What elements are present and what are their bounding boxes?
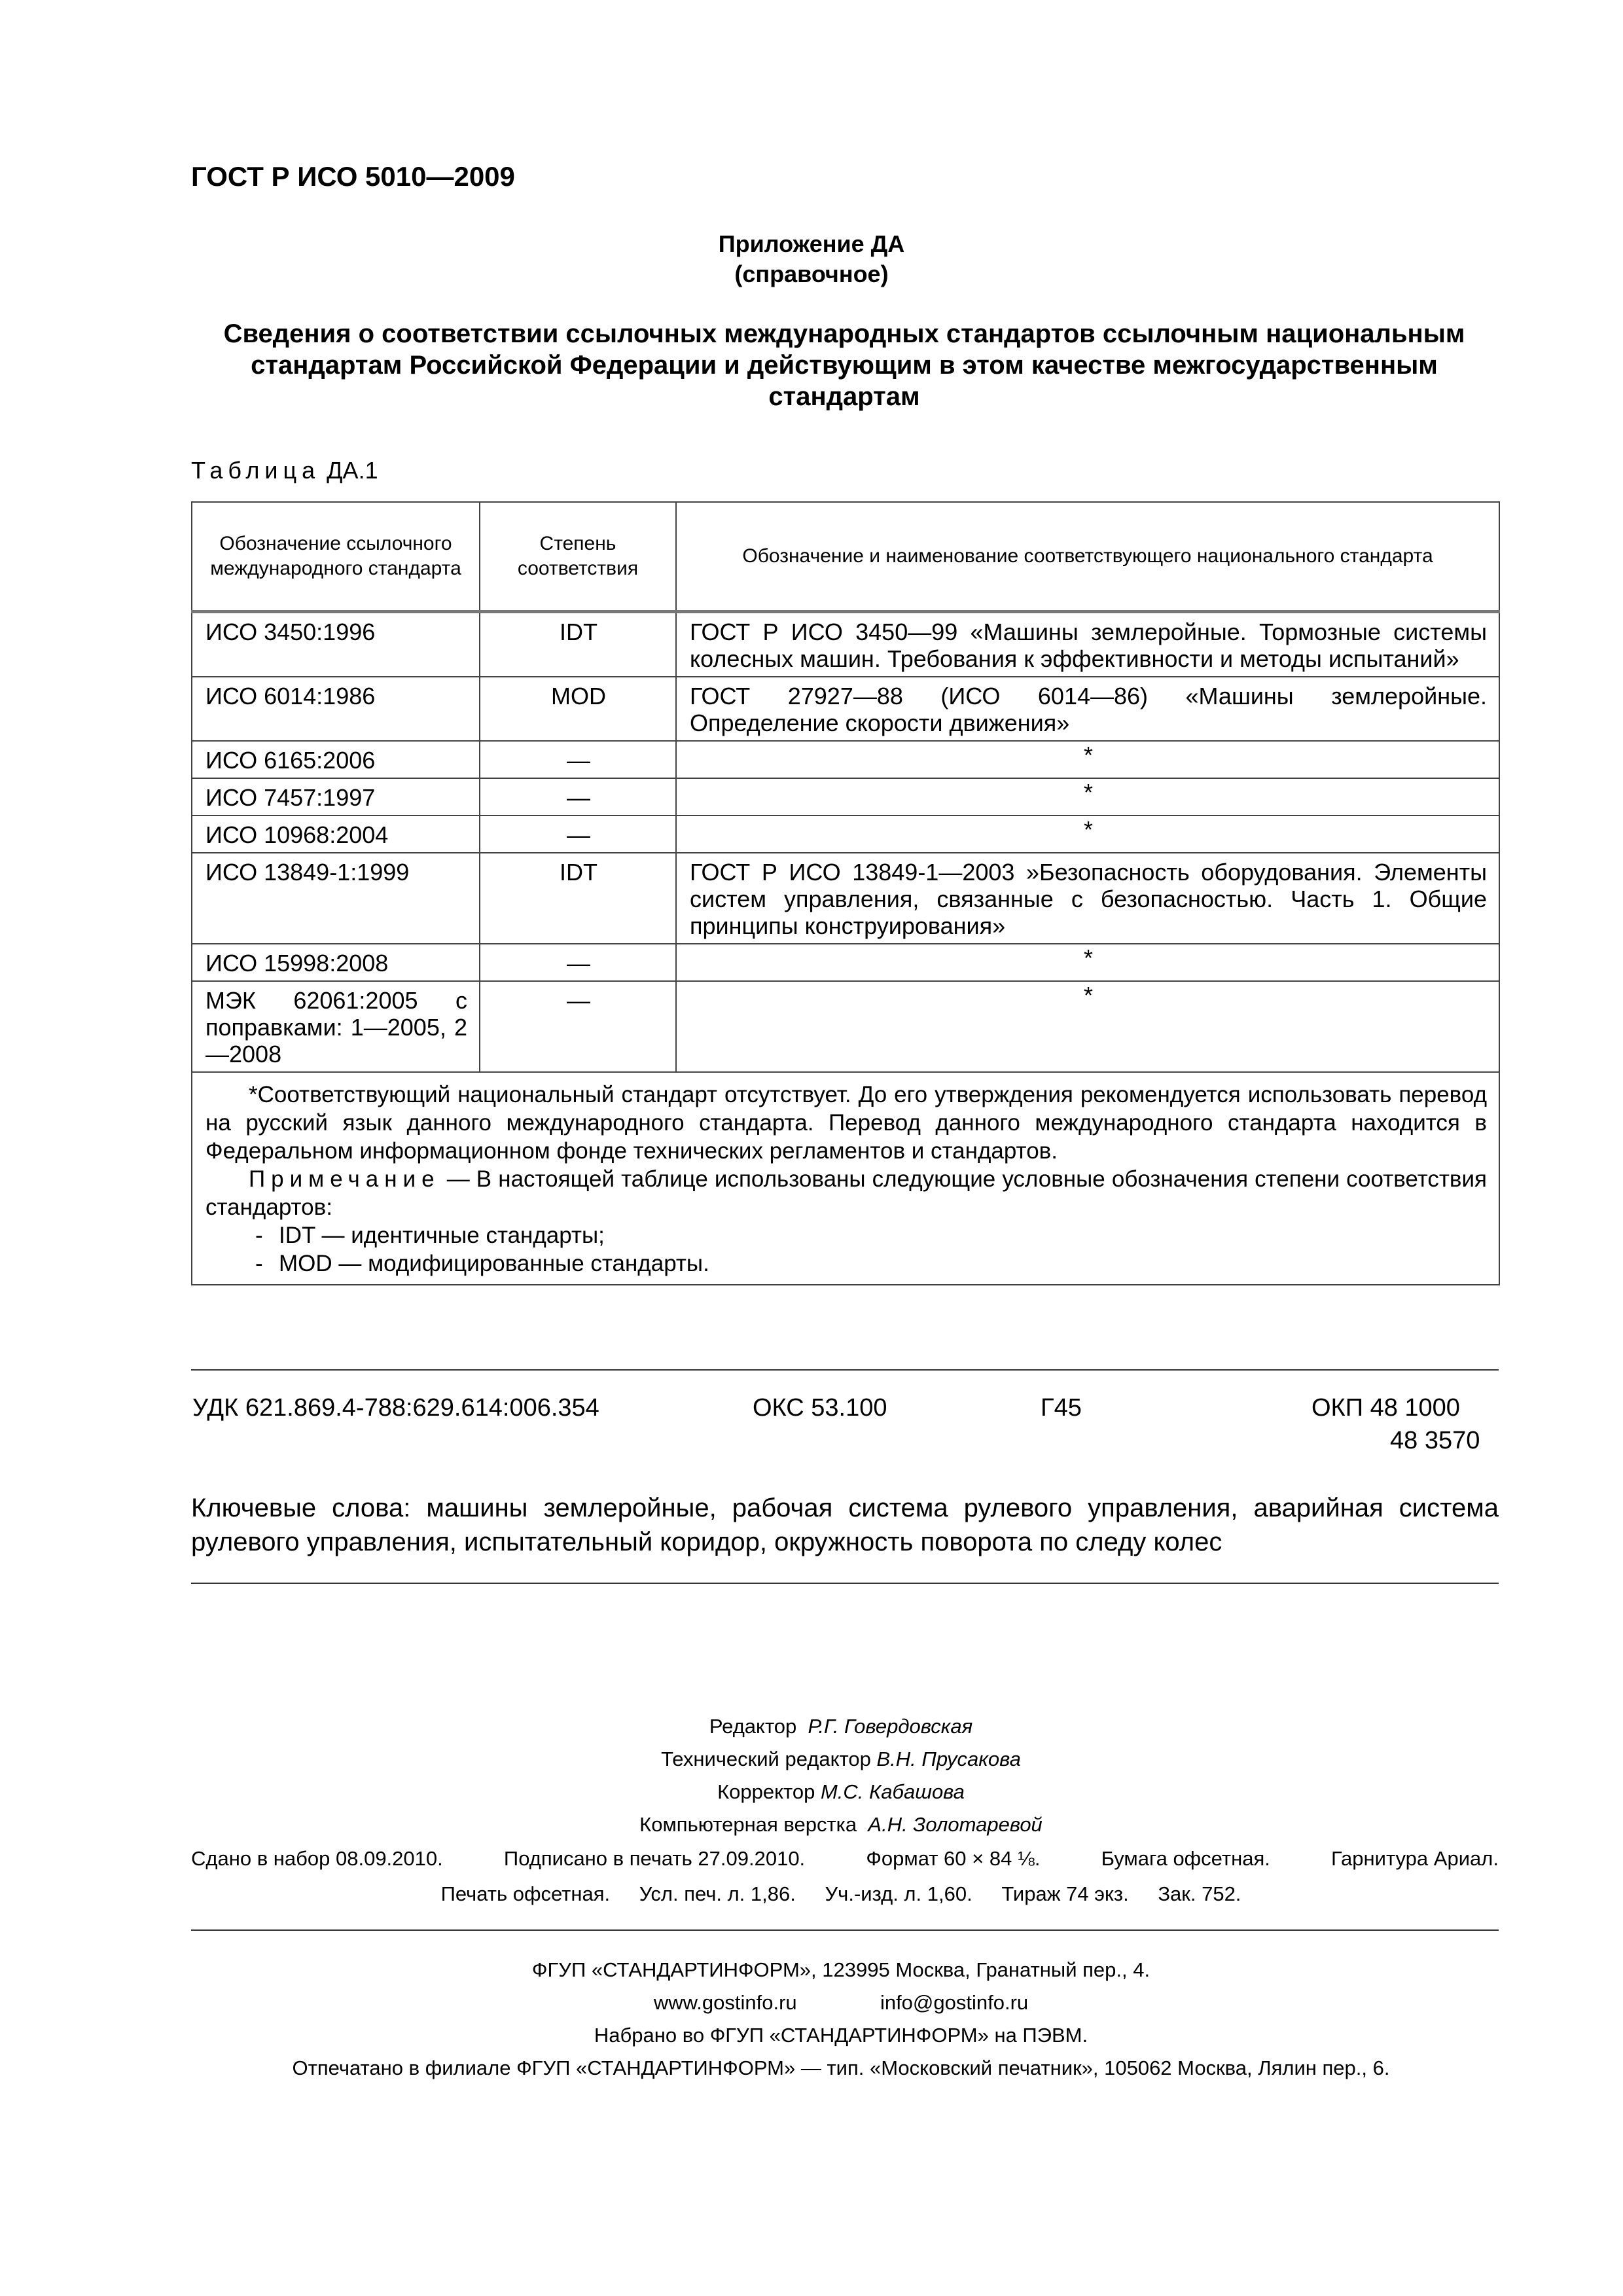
reference-table: [191, 501, 1500, 1285]
divider: [191, 1583, 1499, 1584]
divider: [191, 1929, 1499, 1931]
divider: [191, 1369, 1499, 1371]
table-row: [192, 944, 1499, 981]
publisher-contacts: [0, 1991, 1623, 2015]
document-code: ГОСТ Р ИСО 5010—2009: [191, 161, 515, 192]
publication-info-line-2: [0, 1882, 1623, 1906]
cell-degree: IDT: [480, 612, 676, 677]
pub-item: Уч.-изд. л. 1,60.: [825, 1882, 972, 1905]
pub-item: Формат 60 × 84 ⅛.: [866, 1847, 1041, 1870]
printed-info: Отпечатано в филиале ФГУП «СТАНДАРТИНФОРМ» — тип. «Московский печатник», 105062 Москва, Лялин пер., 6.: [292, 2056, 1390, 2079]
cell-ref: ИСО 6014:1986: [192, 677, 480, 741]
cell-national: *: [676, 816, 1499, 853]
cell-national: *: [676, 741, 1499, 778]
cell-degree: —: [480, 741, 676, 778]
cell-ref: ИСО 15998:2008: [192, 944, 480, 981]
table-row: [192, 677, 1499, 741]
table-row: [192, 981, 1499, 1072]
pub-item: Усл. печ. л. 1,86.: [639, 1882, 796, 1905]
keywords: Ключевые слова: машины землеройные, рабочая система рулевого управления, аварийная система рулевого управления, испытательный коридор, окружность поворота по следу колес: [191, 1494, 1499, 1556]
pub-item: Зак. 752.: [1158, 1882, 1241, 1905]
table-row: [192, 853, 1499, 944]
pub-item: Бумага офсетная.: [1101, 1847, 1270, 1870]
credit-role: Редактор: [709, 1715, 797, 1738]
credit-role: Технический редактор: [661, 1748, 871, 1770]
table-caption: [191, 457, 378, 484]
footnote-text: *Соответствующий национальный стандарт отсутствует. До его утверждения рекомендуется использовать перевод на русский язык данного международного стандарта. Перевод данного международного стандарта находится в Федеральном информационном фонде технических регламентов и стандартов.: [205, 1082, 1487, 1164]
cell-ref: ИСО 13849-1:1999: [192, 853, 480, 944]
credit-line: [0, 1808, 1623, 1842]
cell-national: ГОСТ Р ИСО 13849-1—2003 »Безопасность оборудования. Элементы систем управления, связанные с безопасностью. Часть 1. Общие принципы конструирования»: [676, 853, 1499, 944]
table-row: [192, 816, 1499, 853]
oks-code: ОКС 53.100: [753, 1394, 887, 1422]
group-code: Г45: [1041, 1394, 1082, 1422]
table-caption-word: Таблица: [191, 457, 321, 484]
column-header-degree: Степень соответствия: [480, 502, 676, 612]
note-label: Примечание: [249, 1166, 440, 1192]
publication-info-line-1: [191, 1847, 1499, 1871]
cell-ref: ИСО 7457:1997: [192, 778, 480, 816]
credit-line: [0, 1742, 1623, 1776]
table-footnote: [192, 1072, 1499, 1285]
cell-national: ГОСТ 27927—88 (ИСО 6014—86) «Машины землеройные. Определение скорости движения»: [676, 677, 1499, 741]
credit-line: [0, 1710, 1623, 1744]
table-row: [192, 612, 1499, 677]
publisher-website: www.gostinfo.ru: [653, 1991, 797, 2014]
note-text: — В настоящей таблице использованы следующие условные обозначения степени соответствия стандартов:: [205, 1166, 1487, 1220]
pub-item: Сдано в набор 08.09.2010.: [191, 1847, 443, 1870]
column-header-ref: Обозначение ссылочного международного стандарта: [192, 502, 480, 612]
table-row: [192, 778, 1499, 816]
udk-code: УДК 621.869.4-788:629.614:006.354: [192, 1394, 599, 1422]
cell-ref: ИСО 6165:2006: [192, 741, 480, 778]
credit-name: В.Н. Прусакова: [876, 1748, 1021, 1770]
pub-item: Тираж 74 экз.: [1001, 1882, 1129, 1905]
legend-item: - IDT — идентичные стандарты;: [205, 1221, 1487, 1249]
cell-degree: —: [480, 944, 676, 981]
cell-national: ГОСТ Р ИСО 3450—99 «Машины землеройные. Тормозные системы колесных машин. Требования к эффективности и методы испытаний»: [676, 612, 1499, 677]
credit-name: А.Н. Золотаревой: [868, 1813, 1043, 1836]
cell-national: *: [676, 944, 1499, 981]
column-header-national: Обозначение и наименование соответствующего национального стандарта: [676, 502, 1499, 612]
pub-item: Печать офсетная.: [440, 1882, 611, 1905]
cell-ref: ИСО 10968:2004: [192, 816, 480, 853]
cell-degree: IDT: [480, 853, 676, 944]
cell-degree: MOD: [480, 677, 676, 741]
cell-degree: —: [480, 816, 676, 853]
cell-national: *: [676, 778, 1499, 816]
credit-role: Компьютерная верстка: [639, 1813, 857, 1836]
okp-code-2: 48 3570: [1390, 1427, 1480, 1454]
publisher-email: info@gostinfo.ru: [880, 1991, 1029, 2014]
table-note: [205, 1165, 1487, 1221]
cell-degree: —: [480, 981, 676, 1072]
appendix-type: (справочное): [734, 260, 889, 287]
credit-role: Корректор: [717, 1780, 815, 1803]
legend-item: - MOD — модифицированные стандарты.: [205, 1249, 1487, 1278]
section-heading: Сведения о соответствии ссылочных международных стандартов ссылочным национальным стандартам Российской Федерации и действующим в этом качестве межгосударственным стандартам: [223, 319, 1465, 411]
table-header-row: [192, 502, 1499, 612]
table-footnote-row: [192, 1072, 1499, 1285]
publisher-address: ФГУП «СТАНДАРТИНФОРМ», 123995 Москва, Гранатный пер., 4.: [531, 1958, 1150, 1981]
pub-item: Гарнитура Ариал.: [1331, 1847, 1499, 1870]
appendix-title: Приложение ДА: [718, 230, 905, 257]
table-row: [192, 741, 1499, 778]
okp-code: ОКП 48 1000: [1311, 1394, 1460, 1422]
table-caption-number: ДА.1: [327, 457, 378, 484]
pub-item: Подписано в печать 27.09.2010.: [503, 1847, 806, 1870]
cell-national: *: [676, 981, 1499, 1072]
cell-ref: ИСО 3450:1996: [192, 612, 480, 677]
cell-ref: МЭК 62061:2005 с поправками: 1—2005, 2—2008: [192, 981, 480, 1072]
credit-line: [0, 1775, 1623, 1809]
cell-degree: —: [480, 778, 676, 816]
credit-name: М.С. Кабашова: [820, 1780, 965, 1803]
typeset-info: Набрано во ФГУП «СТАНДАРТИНФОРМ» на ПЭВМ.: [594, 2024, 1088, 2047]
credit-name: Р.Г. Говердовская: [808, 1715, 973, 1738]
